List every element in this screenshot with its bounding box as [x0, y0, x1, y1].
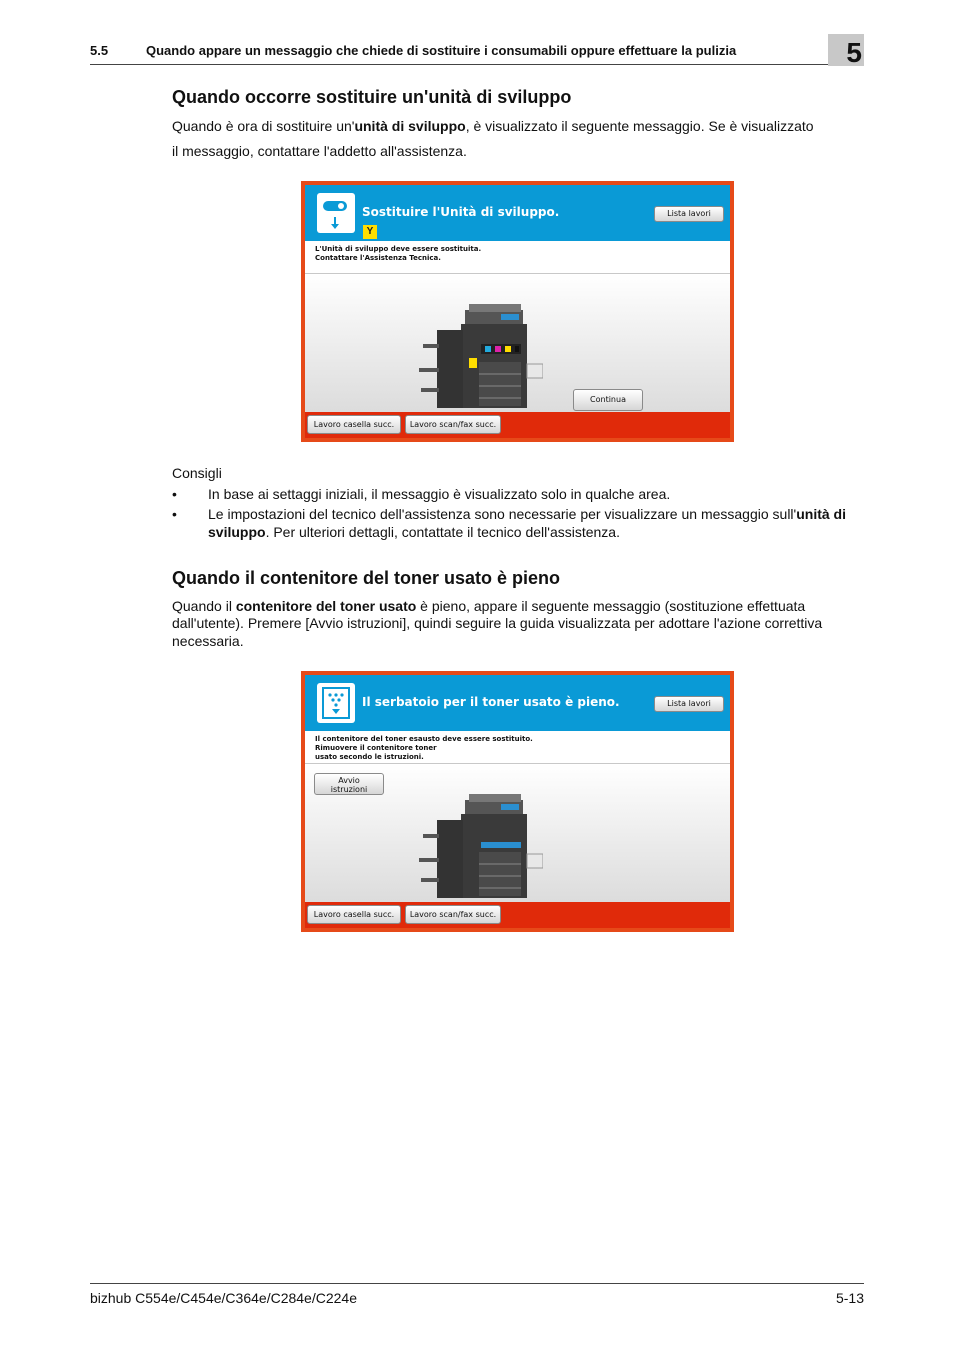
waste-toner-icon	[317, 683, 355, 723]
printer-illustration	[413, 304, 543, 412]
next-scan-fax-job-button[interactable]: Lavoro scan/fax succ.	[405, 415, 501, 434]
screen-waste-toner-full	[301, 671, 734, 932]
job-list-button[interactable]: Lista lavori	[654, 696, 724, 712]
screen-message: Il contenitore del toner esausto deve essere sostituito. Rimuovere il contenitore toner usato secondo le istruzioni.	[315, 735, 533, 761]
para-bold: contenitore del toner usato	[235, 598, 417, 614]
button-label: istruzioni	[330, 785, 368, 794]
yellow-badge: Y	[363, 225, 377, 239]
job-list-button[interactable]: Lista lavori	[654, 206, 724, 222]
screen-title: Il serbatoio per il toner usato è pieno.	[362, 695, 620, 709]
bullet-dot: •	[172, 506, 177, 522]
next-box-job-button[interactable]: Lavoro casella succ.	[307, 905, 401, 924]
next-box-job-button[interactable]: Lavoro casella succ.	[307, 415, 401, 434]
next-scan-fax-job-button[interactable]: Lavoro scan/fax succ.	[405, 905, 501, 924]
paragraph-waste-toner	[172, 597, 862, 615]
screen-title: Sostituire l'Unità di sviluppo.	[362, 205, 560, 219]
section-heading-developing-unit: Quando occorre sostituire un'unità di sviluppo	[172, 87, 572, 107]
section-number: 5.5	[90, 43, 109, 58]
para-bold: unità di sviluppo	[354, 118, 466, 134]
running-header-title: Quando appare un messaggio che chiede di sostituire i consumabili oppure effettuare la pulizia	[146, 43, 737, 58]
screen-message: L'Unità di sviluppo deve essere sostituita. Contattare l'Assistenza Tecnica.	[315, 245, 482, 262]
button-label: Avvio	[338, 776, 360, 785]
printer-illustration	[413, 794, 543, 902]
screen-replace-developing-unit	[301, 181, 734, 442]
continue-button[interactable]: Continua	[573, 389, 643, 411]
para-text: Quando è ora di sostituire un'	[172, 118, 355, 134]
bullet-dot: •	[172, 486, 177, 502]
paragraph-waste-toner-line3: necessaria.	[172, 633, 244, 649]
machine-illustration-area	[305, 273, 730, 412]
para-text: Quando il	[172, 598, 236, 614]
paragraph-developing-unit-line2: il messaggio, contattare l'addetto all'assistenza.	[172, 143, 467, 159]
screen-bottom-bar	[305, 412, 730, 438]
chapter-number: 5	[828, 34, 864, 66]
screen-bottom-bar	[305, 902, 730, 928]
screen-header-bar	[305, 675, 730, 731]
tip-bullet-1	[172, 485, 864, 503]
paragraph-waste-toner-line2: dall'utente). Premere [Avvio istruzioni], quindi seguire la guida visualizzata per adottare l'azione correttiva	[172, 615, 823, 631]
tip-bold: unità di	[796, 506, 846, 522]
tip-bold: sviluppo	[208, 524, 266, 540]
tip-text: Le impostazioni del tecnico dell'assistenza sono necessarie per visualizzare un messaggio sull'	[208, 506, 797, 522]
footer-rule	[90, 1283, 864, 1284]
section-heading-waste-toner: Quando il contenitore del toner usato è pieno	[172, 568, 561, 588]
tip-text: . Per ulteriori dettagli, contattate il tecnico dell'assistenza.	[265, 524, 620, 540]
developing-unit-icon	[317, 193, 355, 233]
machine-illustration-area	[305, 763, 730, 902]
para-text: è pieno, appare il seguente messaggio (sostituzione effettuata	[416, 598, 806, 614]
tip-text: In base ai settaggi iniziali, il messaggio è visualizzato solo in qualche area.	[208, 486, 671, 502]
para-text: , è visualizzato il seguente messaggio. Se è visualizzato	[465, 118, 814, 134]
header-rule	[90, 64, 864, 65]
footer-model: bizhub C554e/C454e/C364e/C284e/C224e	[90, 1290, 357, 1306]
tip-bullet-2	[172, 505, 864, 541]
start-instructions-button[interactable]	[314, 773, 384, 795]
tips-label: Consigli	[172, 465, 222, 481]
page-number: 5-13	[835, 1290, 864, 1306]
paragraph-developing-unit	[172, 117, 862, 135]
